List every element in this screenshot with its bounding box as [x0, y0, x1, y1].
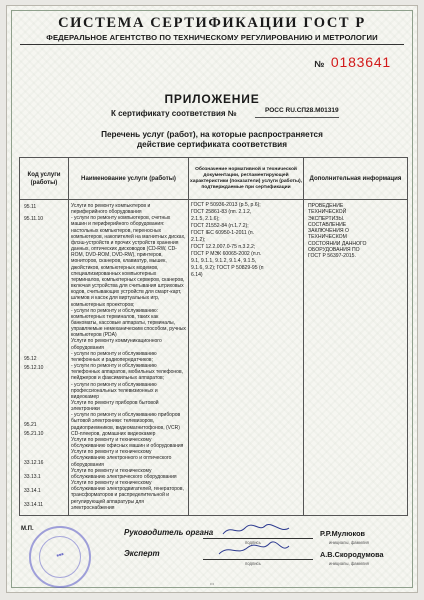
service-description: - услуги по ремонту и обслуживанию приборов бытовой электроники: телевизоров, радиоприемников, видеомагнитофонов, (VCR) CD-плееров, домашних видеокамер — [71, 412, 181, 437]
extra-line: ОБОРУДОВАНИЯ ПО — [308, 247, 360, 254]
extra-line: ГОСТ Р 56397-2015. — [308, 253, 356, 260]
service-code: 95.11.10 — [24, 216, 44, 222]
extra-line: СОСТОЯНИИ ДАННОГО — [308, 240, 367, 247]
doc-line: ГОСТ 21552-84 (п.1.7.2); — [191, 223, 249, 229]
service-description: - услуги по ремонту компьютеров, счетных машин и периферийного оборудования: настольных компьютеров, переносных компьютеров, накопителей на магнитных дисках, флэш-устройств и прочих устройств хранения данных, оптических дисководов (CD-RW, CD-ROM, DVD-ROM, DVD-RW), принтеров, мониторов, сканеров, клавиатур, мышек, джойстиков, компьютерных модемов, специализированных компьютерных терминалов, компьютерных серверов, сканеров, включая устройства для считывания штриховых кодов, считывающих устройств для смарт-карт, шлемов и касок для виртуальных игр, компьютерных проекторов; — [71, 215, 186, 308]
head-signature-line — [203, 538, 313, 539]
seal-mark: ■■■ — [55, 551, 65, 558]
agency-title: ФЕДЕРАЛЬНОЕ АГЕНТСТВО ПО ТЕХНИЧЕСКОМУ РЕГУЛИРОВАНИЮ И МЕТРОЛОГИИ — [46, 33, 378, 42]
doc-line: ГОСТ 12.2.007.0-75 п.3.2.2; — [191, 244, 256, 250]
expert-label: Эксперт — [124, 549, 160, 558]
service-code: 95.21.10 — [24, 431, 44, 437]
extra-line: ПРОВЕДЕНИЕ — [308, 203, 344, 209]
service-description: Услуги по ремонту коммуникационного оборудования — [71, 338, 162, 351]
doc-line: 6.14) — [191, 272, 203, 278]
extra-line: ТЕХНИЧЕСКОМ — [308, 234, 347, 241]
extra-info-column — [304, 200, 408, 516]
services-table — [19, 157, 408, 516]
doc-line: 2.1.2); — [191, 237, 206, 243]
doc-line: ГОСТ IEC 60950-1-2011 (п. — [191, 230, 255, 236]
service-code: 33.14.1 — [24, 488, 41, 494]
service-description: Услуги по ремонту и техническому обслуживанию офисных машин и оборудования — [71, 436, 184, 450]
certificate-appendix-sheet — [6, 5, 418, 593]
list-title-line-2: действие сертификата соответствия — [136, 140, 287, 149]
head-sign-hint: подпись — [245, 540, 261, 545]
certificate-underline — [255, 117, 339, 118]
expert-signature — [217, 540, 291, 558]
expert-signature-line — [203, 559, 313, 560]
serial-number: 0183641 — [330, 54, 391, 70]
service-description: - услуги по ремонту и обслуживанию телефонных аппаратов, мобильных телефонов, пейджеров и факсимильных аппаратов; — [71, 363, 183, 382]
description-column — [69, 200, 189, 516]
doc-line: 9.1, 9.1.1, 9.1.2, 9.1.4, 9.1.5, — [191, 258, 257, 264]
head-signature — [221, 522, 291, 538]
service-code: 33.14.11 — [24, 502, 44, 508]
service-description: Услуги по ремонту и техническому обслуживанию электронного и оптического оборудования — [71, 449, 172, 468]
service-code: 95.11 — [24, 204, 37, 210]
table-row — [20, 200, 408, 516]
service-code: 95.12.10 — [24, 365, 44, 371]
table-header-row — [20, 158, 408, 200]
print-footer: ••• — [209, 581, 215, 586]
expert-name: А.В.Скородумова — [320, 550, 384, 559]
certificate-number: РОСС RU.СП28.М01319 — [265, 107, 339, 114]
services-list-title — [7, 130, 417, 150]
serial-number-block — [314, 54, 391, 72]
header-extra-info: Дополнительная информация — [304, 158, 408, 200]
code-column — [20, 200, 69, 516]
doc-line: 2.1.5, 2.1.6); — [191, 216, 220, 222]
service-code: 95.21 — [24, 422, 37, 428]
service-description: Услуги по ремонту и техническому обслуживанию электрического оборудования — [71, 467, 177, 480]
serial-label: № — [314, 59, 325, 69]
service-description: - услуги по ремонту и обслуживанию телефонных и радиопередатчиков; — [71, 350, 157, 363]
doc-line: ГОСТ Р 50936-2013 (р.5, р.6); — [191, 202, 261, 208]
doc-line: 9.1.6, 9.2); ГОСТ Р 50829-95 (п — [191, 265, 264, 271]
extra-line: СОСТАВЛЕНИЕ — [308, 221, 347, 228]
head-of-body-label: Руководитель органа — [124, 528, 214, 537]
service-description: - услуги по ремонту и обслуживанию: компьютерных терминалов, таких как банкоматы, кассовые аппараты, терминалы, управляемые немеханическим способом, ручных компьютеров (PDA) — [71, 307, 186, 339]
extra-line: ЗАКЛЮЧЕНИЯ О — [308, 228, 349, 235]
official-seal — [29, 526, 91, 588]
seal-place-label: М.П. — [21, 526, 34, 532]
doc-line: ГОСТ Р МЭК 60065-2002 (п.п. — [191, 251, 262, 257]
head-name: Р.Р.Мулюков — [320, 529, 366, 538]
header-divider — [20, 44, 404, 45]
header-service-name: Наименование услуги (работы) — [69, 158, 189, 200]
service-description: Услуги по ремонту и техническому обслуживанию электродвигателей, генераторов, трансформаторов и распределительной и регулирующей аппаратуры для электроснабжения — [71, 480, 184, 511]
service-description: Услуги по ремонту приборов бытовой электроники — [71, 400, 159, 413]
service-description: - услуги по ремонту и обслуживанию профессиональных телевизионных и видеокамер — [71, 381, 158, 400]
system-title: СИСТЕМА СЕРТИФИКАЦИИ ГОСТ Р — [58, 15, 366, 31]
service-code: 33.13.1 — [24, 474, 41, 480]
service-code: 95.12 — [24, 356, 37, 362]
certificate-label: К сертификату соответствия № — [111, 109, 237, 118]
extra-line: ЭКСПЕРТИЗЫ. — [308, 215, 345, 222]
doc-line: ГОСТ 25861-83 (пп. 2.1.2, — [191, 209, 252, 215]
header-code: Код услуги (работы) — [20, 158, 69, 200]
appendix-title: ПРИЛОЖЕНИЕ — [164, 92, 260, 106]
head-initials-hint: инициалы, фамилия — [329, 540, 369, 545]
normative-docs-column — [189, 200, 304, 516]
service-description: Услуги по ремонту компьютеров и периферийного оборудования — [71, 203, 151, 216]
list-title-line-1: Перечень услуг (работ), на которые распространяется — [101, 130, 323, 139]
service-code: 33.12.16 — [24, 460, 44, 466]
expert-initials-hint: инициалы, фамилия — [329, 561, 369, 566]
header-normative-docs: Обозначение нормативной и технической документации, регламентирующей характеристики (показатели) услуги (работы), подтверждаемые при сертификации — [189, 158, 304, 200]
extra-line: ТЕХНИЧЕСКОЙ — [308, 209, 347, 216]
expert-sign-hint: подпись — [245, 561, 261, 566]
